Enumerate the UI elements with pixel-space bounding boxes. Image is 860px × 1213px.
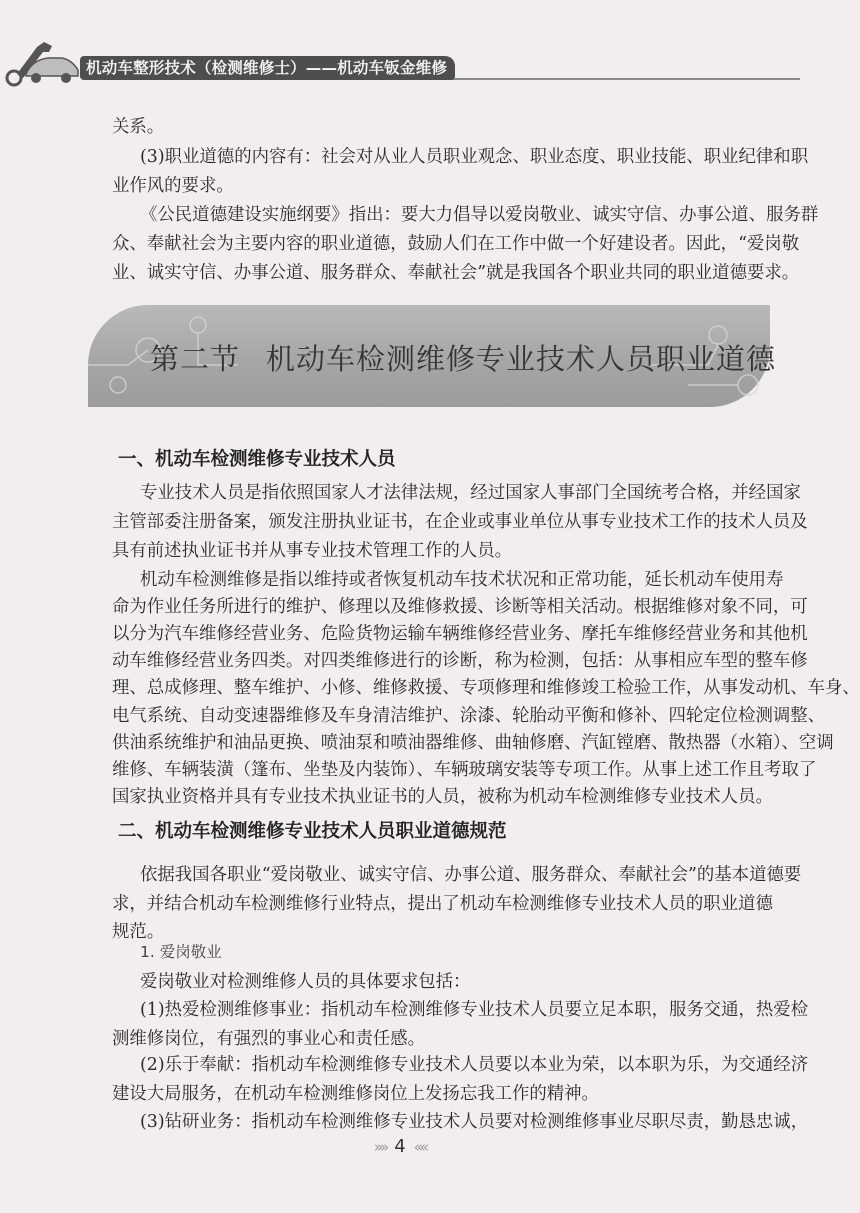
- text-line: 关系。: [112, 117, 165, 137]
- text-line: 规范。: [112, 922, 165, 942]
- chevrons-left-icon: ««: [413, 1138, 427, 1156]
- text-line: 测维修岗位，有强烈的事业心和责任感。: [112, 1029, 426, 1049]
- text-line: 业、诚实守信、办事公道、服务群众、奉献社会”就是我国各个职业共同的职业道德要求。: [112, 263, 800, 283]
- text-line: 具有前述执业证书并从事专业技术管理工作的人员。: [112, 541, 512, 561]
- text-line: 国家执业资格并具有专业技术执业证书的人员，被称为机动车检测维修专业技术人员。: [112, 786, 773, 807]
- text-line: (1)热爱检测维修事业：指机动车检测维修专业技术人员要立足本职，服务交通，热爱检: [140, 1000, 809, 1020]
- page-footer: [0, 1136, 800, 1157]
- text-line: 爱岗敬业对检测维修人员的具体要求包括：: [140, 972, 471, 992]
- text-line: 供油系统维护和油品更换、喷油泵和喷油器维修、曲轴修磨、汽缸镗磨、散热器（水箱）、空调: [112, 732, 834, 753]
- text-line: 求，并结合机动车检测维修行业特点，提出了机动车检测维修专业技术人员的职业道德: [112, 893, 773, 914]
- text-line: 依据我国各职业“爱岗敬业、诚实守信、办事公道、服务群众、奉献社会”的基本道德要: [140, 865, 802, 885]
- section-banner: [88, 305, 777, 407]
- text-line: 维修、车辆装潢（篷布、坐垫及内装饰）、车辆玻璃安装等专项工作。从事上述工作且考取了: [112, 759, 817, 780]
- text-line: 众、奉献社会为主要内容的职业道德，鼓励人们在工作中做一个好建设者。因此，“爱岗敬: [112, 234, 800, 254]
- text-line: 命为作业任务所进行的维护、修理以及维修救援、诊断等相关活动。根据维修对象不同，可: [112, 597, 808, 618]
- text-line: (3)职业道德的内容有：社会对从业人员职业观念、职业态度、职业技能、职业纪律和职: [140, 147, 809, 167]
- text-line: 专业技术人员是指依照国家人才法律法规，经过国家人事部门全国统考合格，并经国家: [140, 483, 801, 503]
- running-header: 机动车整形技术（检测维修士）——机动车钣金维修: [80, 56, 455, 80]
- chevrons-right-icon: »»: [373, 1138, 387, 1156]
- section-number: 第二节: [150, 342, 241, 376]
- text-line: 以分为汽车维修经营业务、危险货物运输车辆维修经营业务、摩托车维修经营业务和其他机: [112, 624, 808, 645]
- text-line: 电气系统、自动变速器维修及车身清洁维护、涂漆、轮胎动平衡和修补、四轮定位检测调整、: [112, 705, 826, 726]
- text-line: 动车维修经营业务四类。对四类维修进行的诊断，称为检测，包括：从事相应车型的整车修: [112, 651, 808, 672]
- section-name: 机动车检测维修专业技术人员职业道德: [266, 342, 777, 376]
- text-line: (3)钻研业务：指机动车检测维修专业技术人员要对检测维修事业尽职尽责，勤恳忠诚，: [140, 1112, 809, 1132]
- page-number: 4: [394, 1136, 406, 1157]
- heading-1: 一、机动车检测维修专业技术人员: [118, 449, 396, 470]
- subheading: 1. 爱岗敬业: [140, 943, 222, 961]
- text-line: (2)乐于奉献：指机动车检测维修专业技术人员要以本业为荣，以本职为乐，为交通经济: [140, 1055, 809, 1075]
- text-line: 建设大局服务，在机动车检测维修岗位上发扬忘我工作的精神。: [112, 1084, 599, 1104]
- text-line: 理、总成修理、整车维护、小修、维修救援、专项修理和维修竣工检验工作，从事发动机、车身、: [112, 678, 860, 699]
- heading-2: 二、机动车检测维修专业技术人员职业道德规范: [118, 821, 507, 842]
- section-title: [150, 337, 776, 378]
- text-line: 主管部委注册备案，颁发注册执业证书，在企业或事业单位从事专业技术工作的技术人员及: [112, 512, 808, 532]
- text-line: 机动车检测维修是指以维持或者恢复机动车技术状况和正常功能，延长机动车使用寿: [140, 570, 784, 590]
- wrench-car-icon: [4, 40, 80, 86]
- text-line: 业作风的要求。: [112, 176, 234, 196]
- text-line: 《公民道德建设实施纲要》指出：要大力倡导以爱岗敬业、诚实守信、办事公道、服务群: [140, 205, 819, 225]
